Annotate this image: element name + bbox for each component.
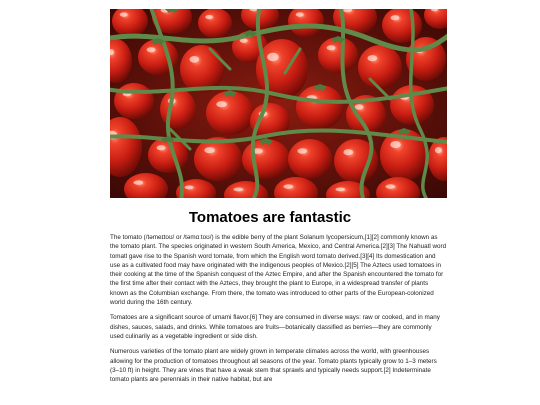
tomato-highlight — [189, 56, 199, 63]
tomato-shape — [160, 89, 196, 129]
tomato-highlight — [216, 101, 227, 107]
tomato-highlight — [133, 180, 143, 184]
tomato-shape — [198, 9, 232, 38]
tomato-highlight — [391, 15, 400, 20]
tomato-highlight — [343, 149, 353, 155]
tomato-highlight — [355, 104, 364, 110]
tomato-highlight — [233, 187, 243, 191]
tomato-highlight — [385, 184, 395, 188]
tomato-shape — [242, 139, 290, 179]
tomato-shape — [318, 37, 358, 73]
tomato-shape — [206, 91, 254, 135]
tomato-highlight — [335, 187, 345, 191]
paragraph-varieties: Numerous varieties of the tomato plant are widely grown in temperate climates across the world, with greenhouses allowing for the production of tomatoes throughout all seasons of the year. Tomato plants typically grow to 1–3 meters (3–10 ft) in height. They are vines that have a weak stem that sprawls and typically needs support.[2] Indeterminate tomato plants are perennials in their native habitat, but are — [110, 348, 437, 384]
tomato-highlight — [283, 184, 293, 188]
paragraph-flavor: Tomatoes are a significant source of umami flavor.[6] They are consumed in diverse ways: raw or cooked, and in many dishes, sauces, salads, and drinks. While tomatoes are fruits—botanically classified as berries—they are commonly used culinarily as a vegetable ingredient or side dish. — [110, 314, 440, 340]
tomato-highlight — [205, 15, 212, 19]
paragraph-intro: The tomato (/təmeɪtoʊ/ or /təmɑːtoʊ/) is the edible berry of the plant Solanum lycopersicum,[1][2] commonly known as the tomato plant. The species originated in western South America, Mexico, and Central America.[2][3] The Nahuatl word tomatl gave rise to the Spanish word tomate, from which the English word tomato derived.[3][4] Its domestication and use as a cultivated food may have originated with the indigenous peoples of Mexico.[2][5] The Aztecs used tomatoes in their cooking at the time of the Spanish conquest of the Aztec Empire, and after the Spanish encountered the tomato for the first time after their contact with the Aztecs, they brought the plant to Europe, in a widespread transfer of plants known as the Columbian exchange. From there, the tomato was introduced to other parts of the European-colonized world during the 16th century. — [110, 234, 447, 307]
tomato-highlight — [435, 147, 442, 153]
tomato-highlight — [147, 47, 156, 52]
tomato-shape — [180, 45, 224, 93]
tomato-shape — [288, 139, 332, 179]
tomato-highlight — [120, 12, 128, 16]
tomato-highlight — [157, 145, 166, 150]
hero-image — [110, 9, 447, 198]
tomato-photo — [110, 9, 447, 198]
tomato-shape — [358, 45, 402, 89]
tomato-highlight — [185, 185, 194, 189]
tomato-shape — [296, 85, 344, 129]
page-title: Tomatoes are fantastic — [188, 209, 352, 226]
tomato-highlight — [367, 55, 377, 61]
article-body — [110, 233, 447, 390]
tomato-shape — [114, 83, 154, 119]
tomato-highlight — [296, 12, 304, 16]
tomato-highlight — [297, 148, 307, 154]
tomato-highlight — [267, 53, 278, 61]
tomato-highlight — [390, 141, 401, 148]
tomato-shape — [194, 137, 242, 181]
tomato-highlight — [327, 45, 336, 50]
tomato-highlight — [204, 147, 215, 153]
